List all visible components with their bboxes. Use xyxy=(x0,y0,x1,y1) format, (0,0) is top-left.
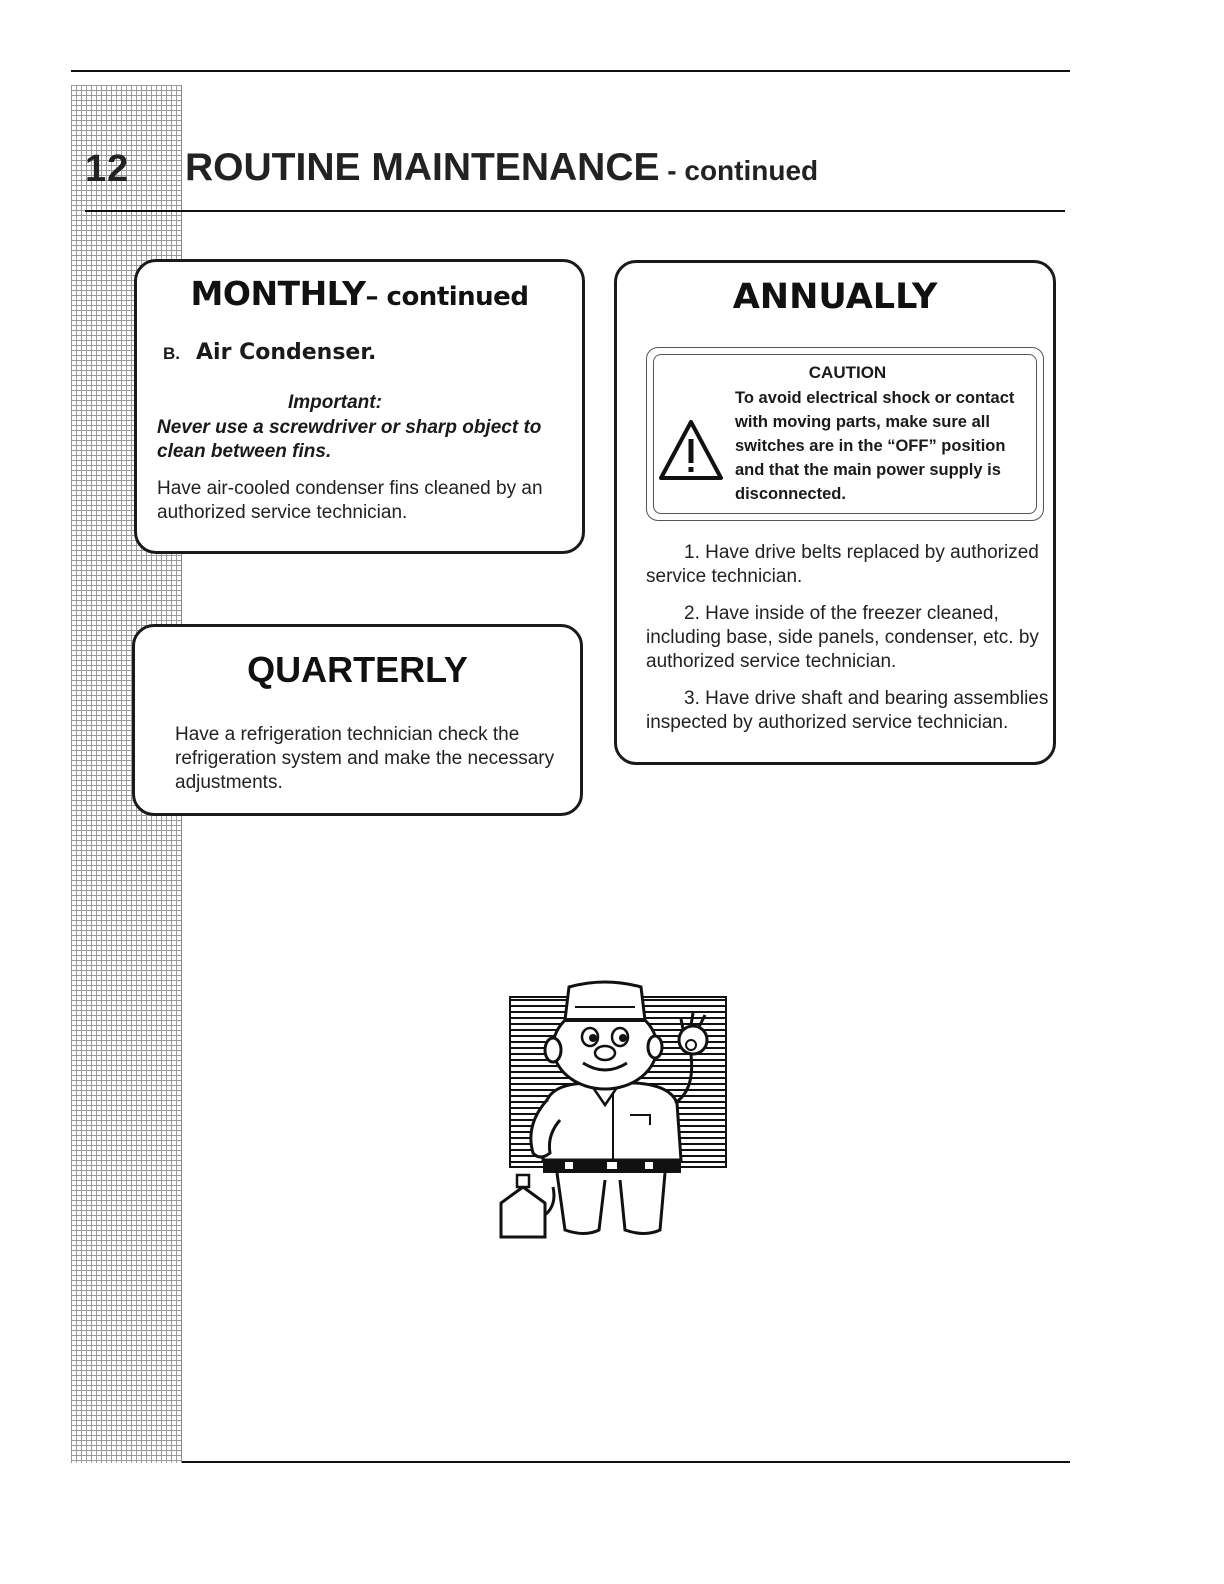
annually-heading: ANNUALLY xyxy=(732,277,938,317)
monthly-heading-main: MONTHLY xyxy=(190,274,366,313)
page-title-main: ROUTINE MAINTENANCE xyxy=(185,146,660,189)
monthly-box xyxy=(134,259,585,554)
page-title-suffix: - continued xyxy=(659,155,819,186)
list-item: 1. Have drive belts replaced by authorized service technician. xyxy=(646,542,1039,587)
list-item: 2. Have inside of the freezer cleaned, including base, side panels, condenser, etc. by authorized service technician. xyxy=(646,603,1039,672)
monthly-body: Have air-cooled condenser fins cleaned by an authorized service technician. xyxy=(157,478,543,523)
monthly-item-heading xyxy=(163,340,376,365)
bottom-rule xyxy=(71,1461,1070,1463)
caution-text: To avoid electrical shock or contact with moving parts, make sure all switches are in the “OFF” position and that the main power supply is disconnected. xyxy=(735,389,1015,503)
warning-triangle-icon xyxy=(658,419,724,481)
monthly-item-letter: B. xyxy=(163,344,180,363)
quarterly-heading: QUARTERLY xyxy=(247,649,468,690)
monthly-item-title: Air Condenser. xyxy=(196,340,377,365)
important-text: Never use a screwdriver or sharp object to clean between fins. xyxy=(157,417,542,462)
page-number: 12 xyxy=(85,148,130,190)
top-rule xyxy=(71,70,1070,72)
quarterly-body: Have a refrigeration technician check the refrigeration system and make the necessary adjustments. xyxy=(175,724,555,793)
monthly-heading xyxy=(137,274,582,313)
caution-title: CAUTION xyxy=(808,363,887,382)
header-rule xyxy=(85,210,1065,212)
page-title xyxy=(185,146,818,190)
quarterly-box xyxy=(132,624,583,816)
annually-box xyxy=(614,260,1056,765)
technician-mascot-icon xyxy=(495,975,731,1247)
list-item: 3. Have drive shaft and bearing assemblies inspected by authorized service technician. xyxy=(646,688,1049,733)
important-label: Important: xyxy=(288,392,382,413)
monthly-heading-suffix: – continued xyxy=(365,282,529,312)
annual-tasks-list xyxy=(646,541,1051,748)
